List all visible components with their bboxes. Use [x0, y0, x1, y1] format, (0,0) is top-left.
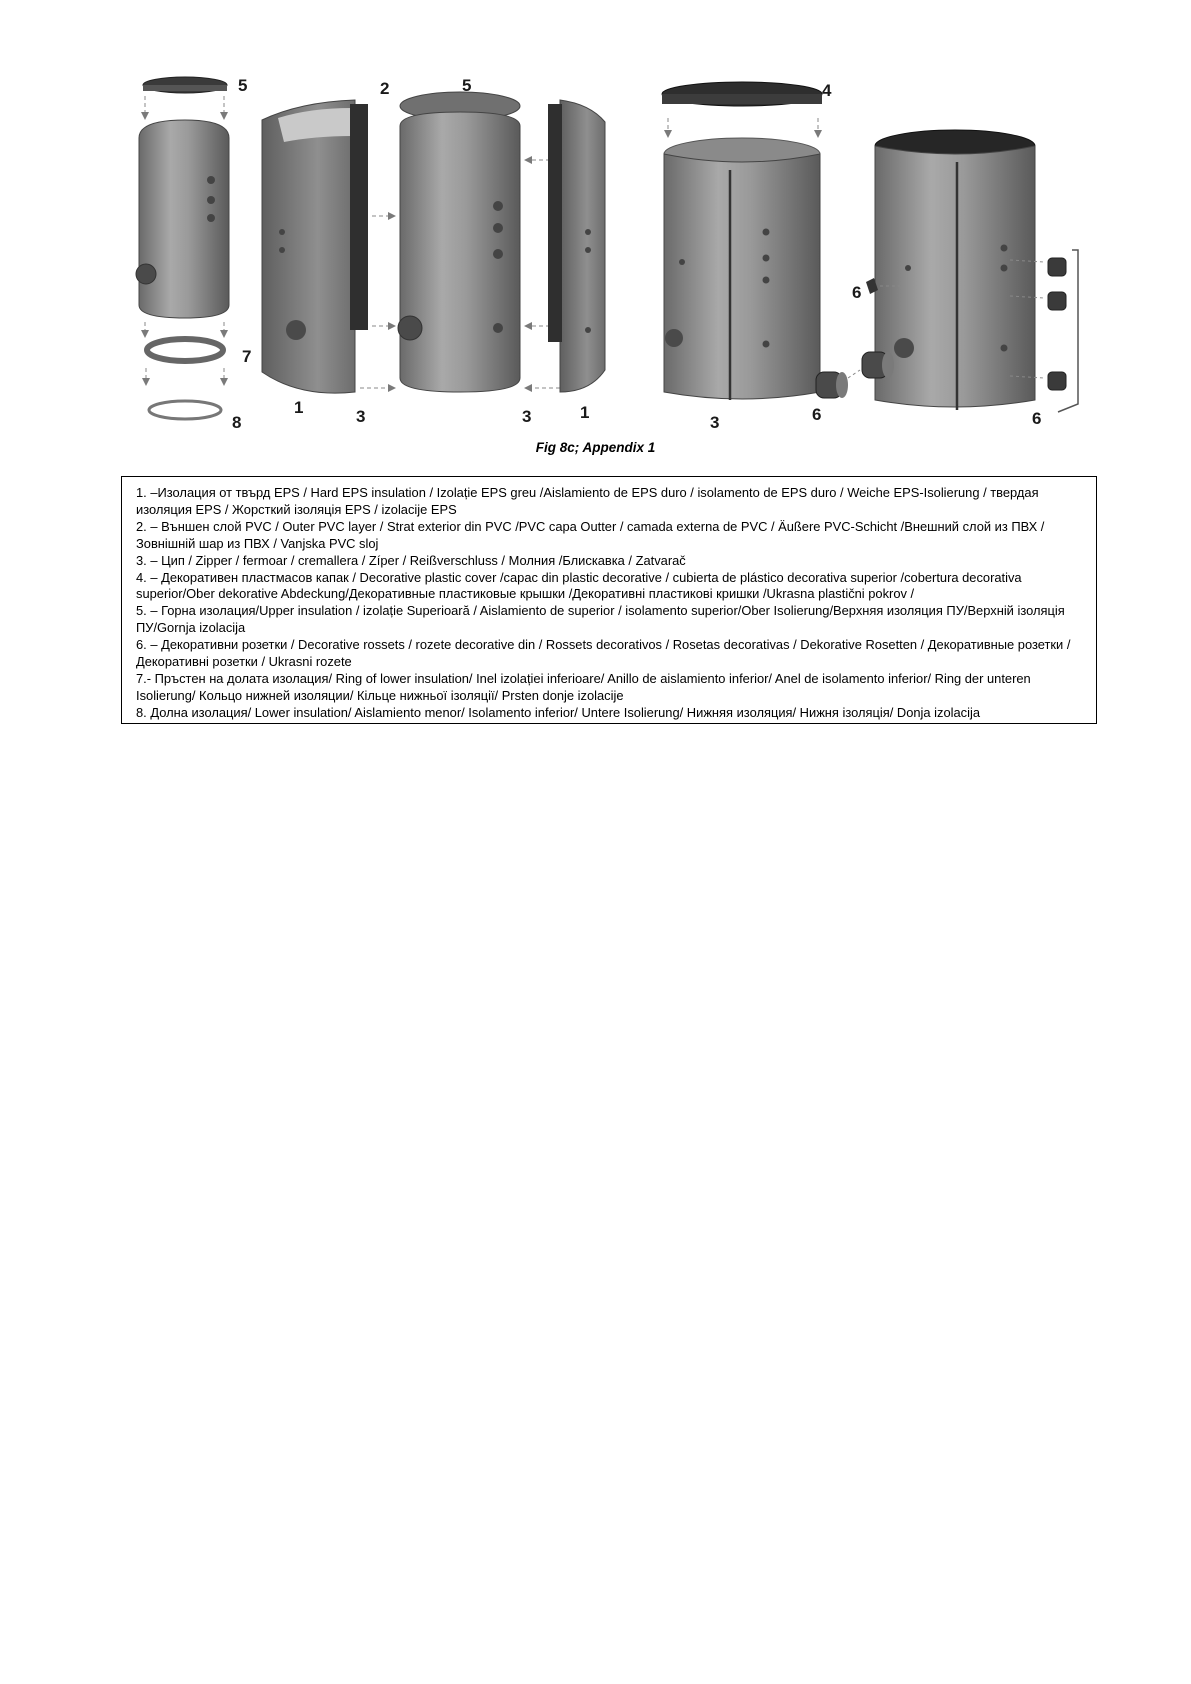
rosette-right-2	[1048, 292, 1066, 310]
rosette-right-3	[1048, 372, 1066, 390]
bare-tank-group	[136, 76, 251, 432]
left-insulation-half	[262, 100, 355, 393]
callout-6-small: 6	[852, 283, 862, 302]
callout-3-right: 3	[522, 407, 532, 426]
lower-insulation	[149, 401, 221, 419]
insulation-halves-group	[262, 76, 605, 426]
callout-3-jacket: 3	[710, 413, 720, 432]
rosette-right-1	[1048, 258, 1066, 276]
finished-tank-body	[875, 146, 1035, 407]
callout-6-right: 6	[1032, 409, 1042, 428]
callout-8: 8	[232, 413, 242, 432]
legend-item-1: 1. –Изолация от твърд EPS / Hard EPS insulation / Izolație EPS greu /Aislamiento de EPS duro / isolamento de EPS duro / Weiche EPS-Isolierung / твердая изоляция EPS / Жорсткий ізоляція EPS / izolacije EPS	[136, 485, 1039, 517]
callout-2: 2	[380, 79, 390, 98]
right-insulation-half	[560, 100, 605, 392]
jacketed-tank-group	[662, 81, 832, 432]
legend-item-3: 3. – Цип / Zipper / fermoar / cremallera / Zíper / Reißverschluss / Молния /Блискавка / Zatvarač	[136, 552, 686, 568]
callout-5-center: 5	[462, 76, 472, 95]
lower-insulation-ring	[147, 339, 223, 361]
callout-7: 7	[242, 347, 252, 366]
callout-5: 5	[238, 76, 248, 95]
callout-3-left: 3	[356, 407, 366, 426]
callout-1-left: 1	[294, 398, 304, 417]
callout-6-large: 6	[812, 405, 822, 424]
callout-1-right: 1	[580, 403, 590, 422]
legend-item-6: 6. – Декоративни розетки / Decorative rossets / rozete decorative din / Rossets decorativos / Rosetas decorativas / Dekorative Rosetten / Декоративные розетки / Декоративні розетки / Ukrasni rozete	[136, 637, 1071, 670]
finished-tank-group	[812, 130, 1078, 428]
legend-item-5: 5. – Горна изолация/Upper insulation / izolație Superioară / Aislamiento de superior / isolamento superior/Ober Isolierung/Верхняя изоляция ПУ/Верхній ізоляція ПУ/Gornja izolacija	[136, 603, 1065, 636]
bare-tank-body	[139, 120, 229, 318]
jacketed-tank-body	[664, 154, 820, 399]
figure-caption: Fig 8c; Appendix 1	[535, 440, 656, 455]
exploded-assembly-figure	[0, 0, 1191, 440]
legend-box	[121, 476, 1097, 724]
legend-item-4: 4. – Декоративен пластмасов капак / Decorative plastic cover /capac din plastic decorative / cubierta de plástico decorativa superior /cobertura decorativa superior/Ober dekorative Abdeckung/Декоративные пластиковые крышки /Декоративні пластикові кришки /Ukrasna plastični pokrov /	[136, 569, 1022, 602]
legend-item-8: 8. Долна изолация/ Lower insulation/ Aislamiento menor/ Isolamento inferior/ Untere Isolierung/ Нижняя изоляция/ Нижня ізоляція/ Donja izolacija	[136, 704, 981, 720]
legend-item-7: 7.- Пръстен на долата изолация/ Ring of lower insulation/ Inel izolației inferioare/ Anillo de aislamiento inferior/ Anel de isolamento inferior/ Ring der unteren Isolierung/ Кольцо нижней изоляции/ Кільце нижньої ізоляції/ Prsten donje izolacije	[136, 670, 1031, 703]
legend-item-2: 2. – Външен слой PVC / Outer PVC layer / Strat exterior din PVC /PVC capa Outter / camada externa de PVC / Äußere PVC-Schicht /Внешний слой из ПВХ / Зовнішній шар из ПВХ / Vanjska PVC sloj	[136, 518, 1045, 551]
callout-4: 4	[822, 81, 832, 100]
